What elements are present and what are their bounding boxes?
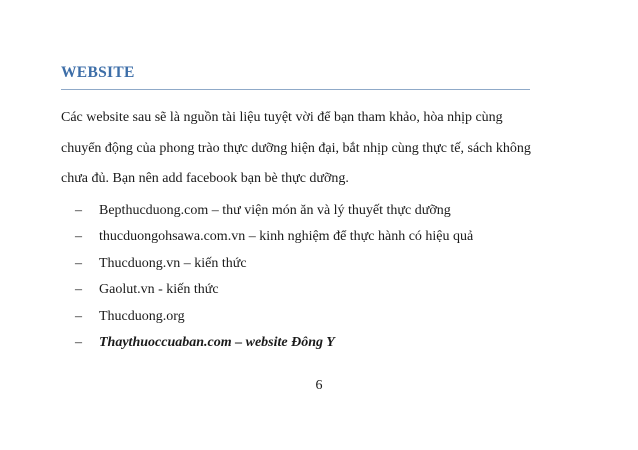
list-item-text: Thaythuoccuaban.com – website Đông Y (99, 334, 335, 350)
dash-bullet: – (75, 229, 82, 245)
dash-bullet: – (75, 282, 82, 298)
list-item-text: Thucduong.org (99, 308, 185, 324)
heading-divider (61, 89, 530, 90)
list-item-text: Gaolut.vn - kiến thức (99, 282, 219, 298)
dash-bullet: – (75, 203, 82, 218)
dash-bullet: – (75, 308, 82, 324)
list-item (75, 198, 473, 224)
paragraph-line: chưa đủ. Bạn nên add facebook bạn bè thực dưỡng. (61, 171, 349, 186)
list-item-text: Bepthucduong.com – thư viện món ăn và lý thuyết thực dưỡng (99, 203, 451, 218)
dash-bullet: – (75, 334, 82, 350)
list-item (75, 224, 473, 250)
page-number-text: 6 (315, 378, 323, 393)
page-number (0, 378, 638, 394)
website-list (75, 198, 473, 356)
list-item-text: Thucduong.vn – kiến thức (99, 255, 247, 271)
paragraph-line: Các website sau sẽ là nguồn tài liệu tuyệt vời để bạn tham khảo, hòa nhịp cùng (61, 110, 503, 125)
list-item (75, 304, 473, 330)
list-item-text: thucduongohsawa.com.vn – kinh nghiệm để thực hành có hiệu quả (99, 229, 474, 245)
section-heading: WEBSITE (61, 64, 135, 81)
paragraph-line: chuyển động của phong trào thực dưỡng hiện đại, bắt nhịp cùng thực tế, sách không (61, 140, 531, 156)
list-item (75, 251, 473, 277)
dash-bullet: – (75, 255, 82, 271)
list-item (75, 277, 473, 303)
intro-paragraph (61, 103, 581, 195)
list-item (75, 330, 473, 356)
